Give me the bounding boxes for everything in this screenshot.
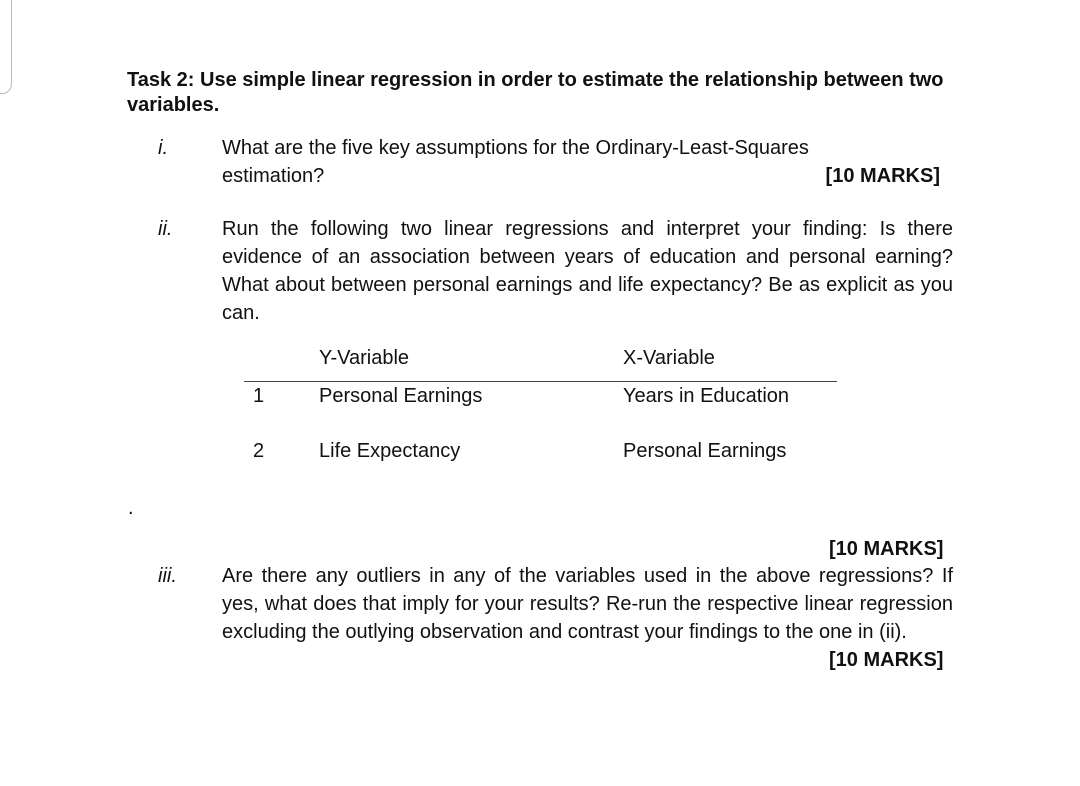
table-rule [244, 381, 837, 382]
item-text-line: What are the five key assumptions for the Ordinary-Least-Squares [222, 137, 809, 159]
table-header-x: X-Variable [623, 347, 715, 369]
item-text-line-with-marks [222, 162, 953, 190]
stray-mark: . [128, 497, 134, 519]
table-row-number: 1 [253, 385, 265, 407]
table-cell-x: Personal Earnings [623, 440, 787, 462]
marks-label: [10 MARKS] [825, 165, 940, 187]
item-numeral: ii. [158, 218, 173, 240]
table-cell-x: Years in Education [623, 385, 790, 407]
item-text [222, 134, 953, 190]
table-header-y: Y-Variable [319, 347, 410, 369]
page-corner-frame [0, 0, 12, 94]
table-cell-y: Life Expectancy [319, 440, 461, 462]
marks-label: [10 MARKS] [829, 538, 944, 560]
item-text: Run the following two linear regressions and interpret your finding: Is there evidence of an association between years of education and personal earning? What about between personal earnings and life expectancy? Be as explicit as you can. [222, 218, 953, 324]
table-row-number: 2 [253, 440, 265, 462]
item-text: Are there any outliers in any of the variables used in the above regressions? If yes, what does that imply for your results? Re-run the respective linear regression excluding the outlying observation and contrast your findings to the one in (ii). [222, 565, 953, 643]
marks-label: [10 MARKS] [829, 649, 944, 671]
item-text-line: estimation? [222, 165, 325, 187]
item-numeral: i. [158, 137, 168, 159]
task-title: Task 2: Use simple linear regression in order to estimate the relationship between two variables. [127, 69, 944, 116]
item-numeral: iii. [158, 565, 177, 587]
table-cell-y: Personal Earnings [319, 385, 483, 407]
